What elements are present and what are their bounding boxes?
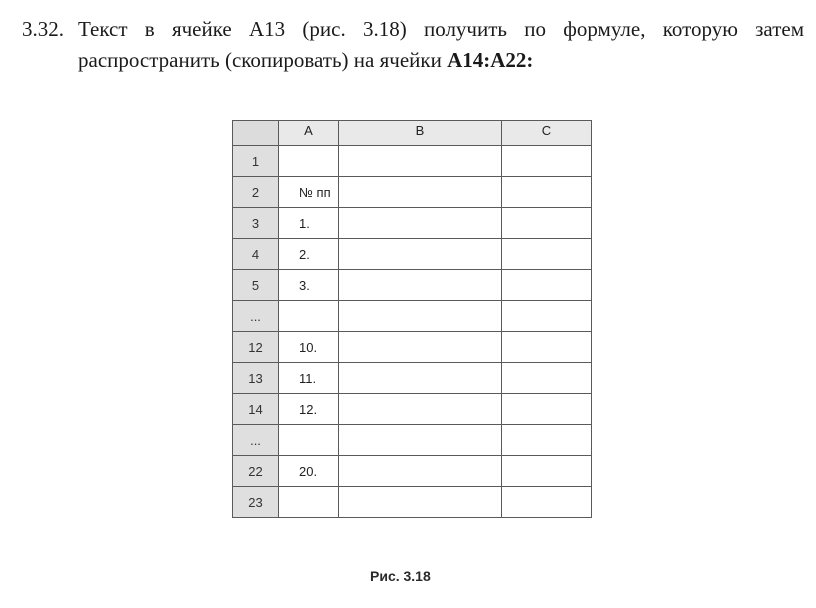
corner-cell (233, 121, 279, 146)
row-header: 23 (233, 487, 279, 518)
cell-b (339, 425, 502, 456)
spreadsheet-figure (232, 120, 592, 518)
row-header: 12 (233, 332, 279, 363)
task-line-1 (22, 14, 804, 45)
cell-b (339, 363, 502, 394)
table-row (233, 425, 592, 456)
cell-a (279, 301, 339, 332)
cell-a: 10. (279, 332, 339, 363)
table-row (233, 177, 592, 208)
table-row (233, 363, 592, 394)
column-header-row (233, 121, 592, 146)
row-header: 4 (233, 239, 279, 270)
cell-a (279, 425, 339, 456)
cell-a (279, 487, 339, 518)
cell-a (279, 146, 339, 177)
cell-c (502, 394, 592, 425)
cell-c (502, 363, 592, 394)
cell-a: 1. (279, 208, 339, 239)
cell-c (502, 177, 592, 208)
cell-c (502, 208, 592, 239)
row-header: 5 (233, 270, 279, 301)
column-header-a: A (279, 121, 339, 146)
column-header-b: B (339, 121, 502, 146)
cell-b (339, 239, 502, 270)
row-header: ... (233, 301, 279, 332)
task-number: 3.32. (22, 17, 64, 41)
cell-b (339, 177, 502, 208)
table-row (233, 456, 592, 487)
cell-b (339, 456, 502, 487)
row-header: 13 (233, 363, 279, 394)
table-row (233, 332, 592, 363)
cell-c (502, 487, 592, 518)
cell-b (339, 270, 502, 301)
table-row (233, 208, 592, 239)
figure-caption: Рис. 3.18 (370, 568, 431, 584)
row-header: 3 (233, 208, 279, 239)
cell-c (502, 456, 592, 487)
table-row (233, 394, 592, 425)
table-row (233, 146, 592, 177)
cell-b (339, 332, 502, 363)
task-cell-range: A14:A22: (447, 48, 534, 72)
cell-a: 12. (279, 394, 339, 425)
cell-b (339, 146, 502, 177)
cell-a: 2. (279, 239, 339, 270)
table-row (233, 239, 592, 270)
table-row (233, 270, 592, 301)
table-row (233, 487, 592, 518)
table-row (233, 301, 592, 332)
cell-a: 3. (279, 270, 339, 301)
task-line-2-text: распространить (скопировать) на ячейки (78, 48, 448, 72)
cell-c (502, 270, 592, 301)
row-header: 1 (233, 146, 279, 177)
cell-c (502, 146, 592, 177)
cell-c (502, 239, 592, 270)
cell-c (502, 332, 592, 363)
row-header: 14 (233, 394, 279, 425)
row-header: ... (233, 425, 279, 456)
cell-a: 11. (279, 363, 339, 394)
cell-b (339, 208, 502, 239)
row-header: 2 (233, 177, 279, 208)
cell-b (339, 394, 502, 425)
column-header-c: C (502, 121, 592, 146)
task-text (22, 14, 804, 76)
task-line-2 (22, 45, 804, 76)
cell-b (339, 301, 502, 332)
task-line-1-text: Текст в ячейке A13 (рис. 3.18) получить по формуле, которую затем (78, 17, 804, 41)
row-header: 22 (233, 456, 279, 487)
cell-b (339, 487, 502, 518)
cell-a: 20. (279, 456, 339, 487)
cell-c (502, 425, 592, 456)
cell-c (502, 301, 592, 332)
cell-a: № пп (279, 177, 339, 208)
